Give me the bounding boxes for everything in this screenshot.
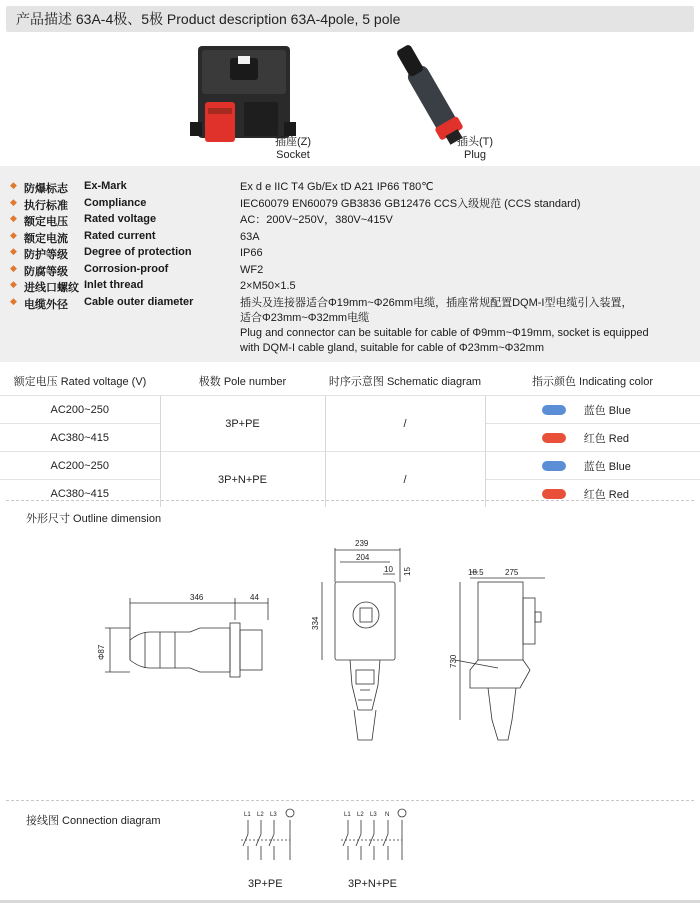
spec-label-cn: 进线口螺纹 [24, 282, 79, 294]
spec-label-en: Corrosion-proof [84, 263, 169, 275]
spec-label-cn: 额定电压 [24, 216, 68, 228]
red-indicator-icon [542, 489, 566, 499]
spec-label-cn: 额定电流 [24, 233, 68, 245]
table-row [0, 452, 700, 480]
voltage-cell: AC380~415 [0, 424, 160, 452]
header-color: 指示颜色 Indicating color [531, 376, 654, 388]
spec-value: AC：200V~250V，380V~415V [240, 214, 393, 226]
spec-value-line: Plug and connector can be suitable for cable of Φ9mm~Φ19mm, socket is equipped [240, 327, 649, 339]
color-label: 蓝色 Blue [583, 404, 631, 417]
diamond-bullet-icon: ◆ [10, 246, 17, 256]
label-l3: L3 [270, 812, 277, 818]
diamond-bullet-icon: ◆ [10, 180, 17, 190]
pole-cell: 3P+N+PE [160, 452, 325, 508]
voltage-cell: AC200~250 [0, 396, 160, 424]
spec-label-cn: 电缆外径 [24, 299, 68, 311]
dim-side-275: 275 [505, 568, 519, 577]
connection-diagram [0, 800, 700, 896]
header-voltage: 额定电压 Rated voltage (V) [13, 376, 147, 388]
socket-caption-cn: 插座(Z) [274, 136, 312, 148]
plug-outline [105, 598, 268, 677]
dim-front-width-inner: 204 [356, 553, 370, 562]
plug-photo [391, 41, 468, 148]
table-header [0, 367, 700, 396]
dim-plug-length: 346 [190, 593, 204, 602]
label-l2: L2 [357, 812, 364, 818]
dim-front-10: 10 [384, 565, 393, 574]
diamond-bullet-icon: ◆ [10, 279, 17, 289]
label-n: N [385, 812, 390, 818]
socket-front-outline [322, 548, 400, 740]
dim-front-height: 334 [311, 616, 320, 630]
dim-front-width: 239 [355, 539, 369, 548]
spec-label-en: Cable outer diameter [84, 296, 194, 308]
diamond-bullet-icon: ◆ [10, 230, 17, 240]
plug-caption-cn: 插头(T) [456, 136, 494, 148]
diamond-bullet-icon: ◆ [10, 296, 17, 306]
diagram-3p-pe [241, 809, 294, 890]
separator [6, 500, 694, 501]
page-title: 产品描述 63A-4极、5极 Product description 63A-4pole, 5 pole [6, 6, 694, 32]
header-pole: 极数 Pole number [198, 376, 287, 388]
product-photos [0, 36, 700, 164]
spec-label-en: Degree of protection [84, 246, 192, 258]
header-schematic: 时序示意图 Schematic diagram [328, 376, 482, 388]
spec-label-en: Rated current [84, 230, 156, 242]
spec-value: 2×M50×1.5 [240, 280, 296, 292]
spec-label-cn: 执行标准 [24, 200, 68, 212]
diagram-label: 3P+N+PE [348, 878, 397, 890]
socket-side-outline [455, 572, 545, 740]
color-label: 红色 Red [583, 488, 629, 501]
spec-value-line: 适合Φ23mm~Φ32mm电缆 [240, 312, 370, 324]
diagram-3p-n-pe [341, 809, 406, 890]
spec-value: IP66 [240, 247, 263, 259]
color-cell [485, 452, 700, 480]
dim-plug-tail: 44 [250, 593, 259, 602]
spec-value: Ex d e IIC T4 Gb/Ex tD A21 IP66 T80℃ [240, 181, 434, 193]
color-cell [485, 480, 700, 508]
color-cell [485, 424, 700, 452]
ground-icon [398, 809, 406, 817]
outline-drawing [0, 520, 700, 770]
dim-side-730: 730 [449, 654, 458, 668]
spec-value: IEC60079 EN60079 GB3836 GB12476 CCS入级规范 (CCS standard) [240, 198, 581, 210]
outline-title: 外形尺寸 Outline dimension [26, 513, 162, 525]
spec-value: 63A [240, 231, 260, 243]
voltage-cell: AC380~415 [0, 480, 160, 508]
table-row [0, 396, 700, 424]
spec-value: WF2 [240, 264, 264, 276]
dim-plug-diameter: Φ87 [97, 644, 106, 660]
spec-value [240, 296, 690, 356]
label-l3: L3 [370, 812, 377, 818]
schematic-cell: / [325, 452, 485, 508]
diamond-bullet-icon: ◆ [10, 263, 17, 273]
ground-icon [286, 809, 294, 817]
spec-label-cn: 防腐等级 [24, 266, 68, 278]
diamond-bullet-icon: ◆ [10, 197, 17, 207]
ratings-table [0, 367, 700, 507]
spec-label-en: Compliance [84, 197, 147, 209]
socket-photo [0, 36, 700, 164]
spec-label-cn: 防爆标志 [24, 183, 68, 195]
label-l1: L1 [344, 812, 351, 818]
socket-caption-en: Socket [276, 149, 310, 161]
schematic-cell: / [325, 396, 485, 452]
diamond-bullet-icon: ◆ [10, 213, 17, 223]
diagram-label: 3P+PE [248, 878, 283, 890]
spec-value-line: 插头及连接器适合Φ19mm~Φ26mm电缆，插座常规配置DQM-I型电缆引入装置， [240, 297, 633, 309]
dim-front-15: 15 [403, 567, 412, 576]
color-cell [485, 396, 700, 424]
color-label: 蓝色 Blue [583, 460, 631, 473]
voltage-cell: AC200~250 [0, 452, 160, 480]
blue-indicator-icon [542, 461, 566, 471]
red-indicator-icon [542, 433, 566, 443]
spec-section [0, 166, 700, 362]
spec-label-en: Rated voltage [84, 213, 157, 225]
blue-indicator-icon [542, 405, 566, 415]
label-l2: L2 [257, 812, 264, 818]
spec-value-line: with DQM-I cable gland, suitable for cable of Φ23mm~Φ32mm [240, 342, 544, 354]
color-label: 红色 Red [583, 432, 629, 445]
plug-caption-en: Plug [463, 149, 487, 161]
pole-cell: 3P+PE [160, 396, 325, 452]
spec-label-cn: 防护等级 [24, 249, 68, 261]
label-l1: L1 [244, 812, 251, 818]
spec-label-en: Inlet thread [84, 279, 144, 291]
spec-label-en: Ex-Mark [84, 180, 127, 192]
connection-title: 接线图 Connection diagram [26, 815, 161, 827]
dim-side-18-5: 18.5 [468, 568, 484, 577]
